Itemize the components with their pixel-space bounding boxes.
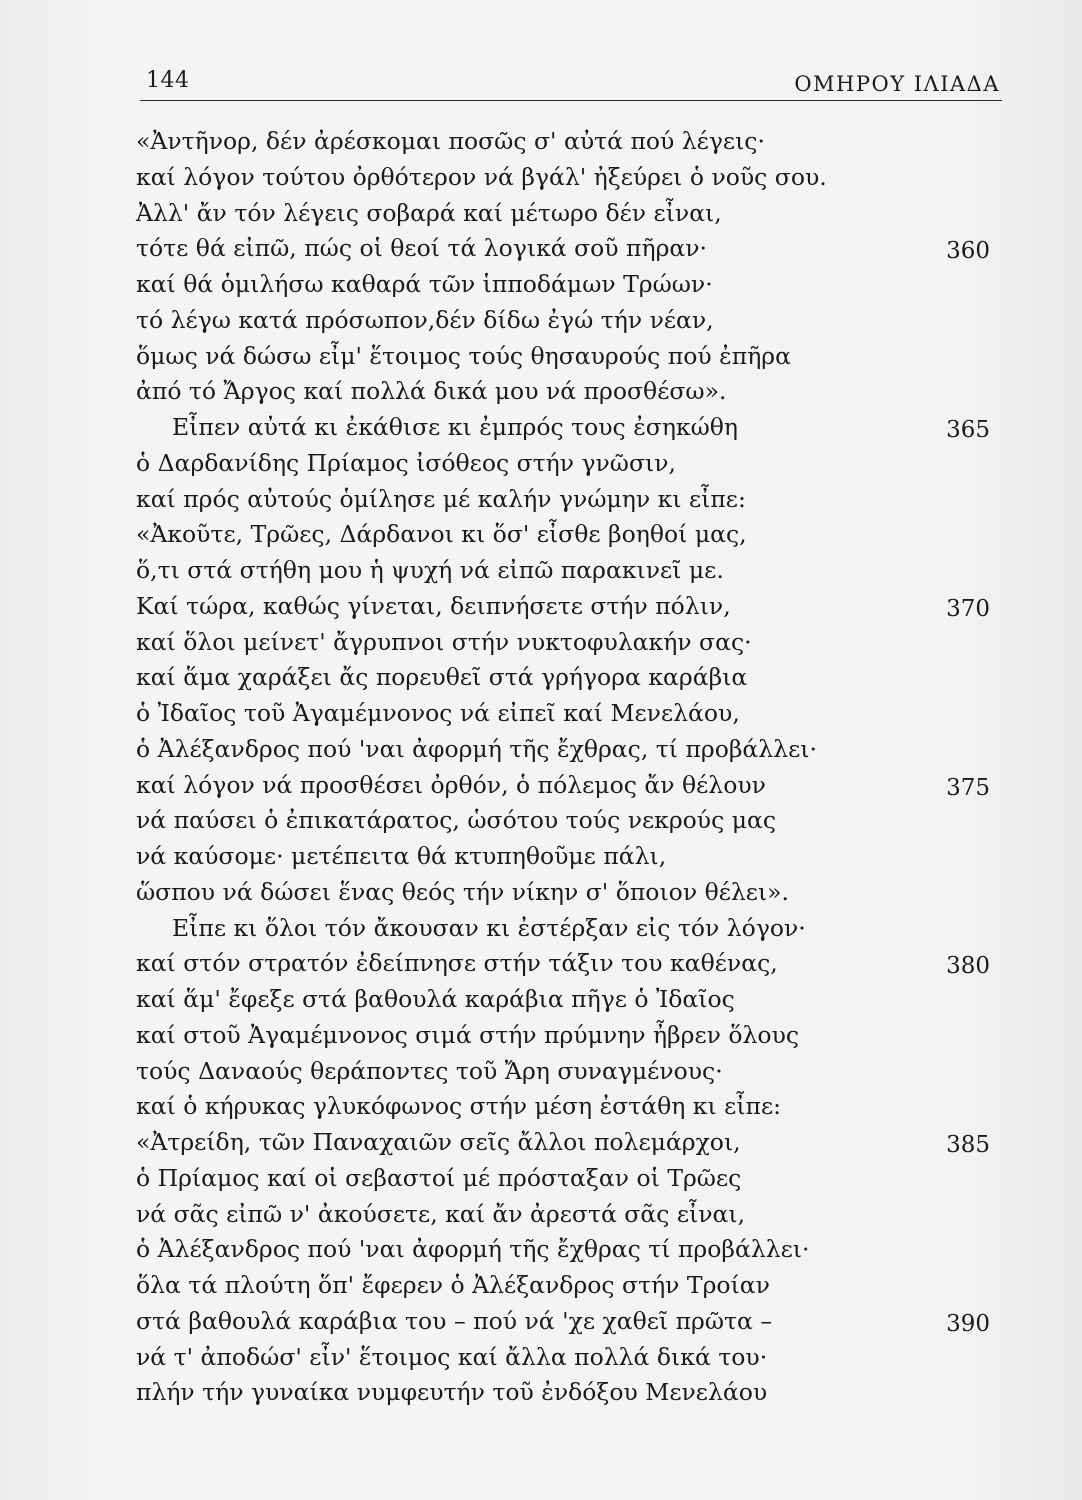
verse-line xyxy=(136,911,1004,947)
verse-line xyxy=(136,1161,1004,1197)
verse-line xyxy=(136,839,1004,875)
verse-line xyxy=(136,231,1004,267)
verse-number: 360 xyxy=(946,238,990,265)
verse-line xyxy=(136,553,1004,589)
verse-text: καί στόν στρατόν ἐδείπνησε στήν τάξιν του καθένας, xyxy=(136,949,778,978)
verse-line xyxy=(136,196,1004,232)
verse-text: ὥσπου νά δώσει ἕνας θεός τήν νίκην σ' ὅποιον θέλει». xyxy=(136,877,790,906)
verse-text: καί ἅμ' ἔφεξε στά βαθουλά καράβια πῆγε ὁ Ἰδαῖος xyxy=(136,985,735,1013)
verse-text: νά παύσει ὁ ἐπικατάρατος, ὡσότου τούς νεκρούς μας xyxy=(136,806,777,835)
verse-line xyxy=(136,732,1004,768)
header-rule xyxy=(140,100,1002,101)
verse-text: ὁ Ἀλέξανδρος πού 'ναι ἀφορμή τῆς ἔχθρας, τί προβάλλει· xyxy=(136,734,817,763)
verse-text: νά σᾶς εἰπῶ ν' ἀκούσετε, καί ἄν ἀρεστά σᾶς εἶναι, xyxy=(136,1199,746,1228)
verse-line xyxy=(136,768,1004,804)
verse-text: ὁ Δαρδανίδης Πρίαμος ἰσόθεος στήν γνῶσιν, xyxy=(136,448,676,477)
verse-text: «Ἀκοῦτε, Τρῶες, Δάρδανοι κι ὅσ' εἶσθε βοηθοί μας, xyxy=(136,520,747,549)
verse-line xyxy=(136,982,1004,1018)
verse-line xyxy=(136,124,1004,160)
verse-line xyxy=(136,446,1004,482)
verse-line xyxy=(136,1125,1004,1161)
verse-text: Καί τώρα, καθώς γίνεται, δειπνήσετε στήν πόλιν, xyxy=(136,591,731,620)
verse-number: 375 xyxy=(946,774,990,801)
verse-text: «Ἀτρείδη, τῶν Παναχαιῶν σεῖς ἄλλοι πολεμάρχοι, xyxy=(136,1128,741,1156)
verse-line xyxy=(136,1054,1004,1090)
verse-text: στά βαθουλά καράβια του – πού νά 'χε χαθεῖ πρῶτα – xyxy=(136,1306,773,1335)
verse-line xyxy=(136,946,1004,982)
verse-line xyxy=(136,660,1004,696)
verse-number: 385 xyxy=(946,1132,990,1158)
verse-text: Εἶπεν αὐτά κι ἐκάθισε κι ἐμπρός τους ἐσηκώθη xyxy=(172,413,738,441)
verse-text: καί λόγον τούτου ὀρθότερον νά βγάλ' ἠξεύρει ὁ νοῦς σου. xyxy=(136,162,827,191)
verse-text: Ἀλλ' ἄν τόν λέγεις σοβαρά καί μέτωρο δέν εἶναι, xyxy=(136,198,722,227)
verse-line xyxy=(136,1089,1004,1125)
verse-text: ὅλα τά πλούτη ὅπ' ἔφερεν ὁ Ἀλέξανδρος στήν Τροίαν xyxy=(136,1271,770,1299)
verse-line xyxy=(136,160,1004,196)
verse-number: 390 xyxy=(946,1310,990,1337)
verse-text: ἀπό τό Ἄργος καί πολλά δικά μου νά προσθέσω». xyxy=(136,377,727,406)
verse-line xyxy=(136,1268,1004,1304)
verse-text: τούς Δαναούς θεράποντες τοῦ Ἄρη συναγμένους· xyxy=(136,1056,723,1085)
verse-line xyxy=(136,267,1004,303)
verse-line xyxy=(136,374,1004,410)
running-title: ΟΜΗΡΟΥ ΙΛΙΑΔΑ xyxy=(794,72,1000,96)
verse-line xyxy=(136,1232,1004,1268)
verse-text: πλήν τήν γυναίκα νυμφευτήν τοῦ ἐνδόξου Μενελάου xyxy=(136,1378,768,1407)
verse-text: νά καύσομε· μετέπειτα θά κτυπηθοῦμε πάλι, xyxy=(136,842,667,870)
verse-text: καί θά ὁμιλήσω καθαρά τῶν ἱπποδάμων Τρώων· xyxy=(136,270,713,298)
verse-text: καί λόγον νά προσθέσει ὀρθόν, ὁ πόλεμος ἄν θέλουν xyxy=(136,770,766,799)
page-header xyxy=(140,58,1002,108)
verse-text: καί στοῦ Ἀγαμέμνονος σιμά στήν πρύμνην ἦβρεν ὅλους xyxy=(136,1020,800,1049)
verse-text: νά τ' ἀποδώσ' εἶν' ἕτοιμος καί ἄλλα πολλά δικά του· xyxy=(136,1342,768,1371)
verse-line xyxy=(136,803,1004,839)
verse-line xyxy=(136,875,1004,911)
page-number: 144 xyxy=(146,68,190,93)
verse-text: ὅμως νά δώσω εἶμ' ἕτοιμος τούς θησαυρούς πού ἐπῆρα xyxy=(136,341,791,370)
verse-line xyxy=(136,1340,1004,1376)
verse-number: 370 xyxy=(946,595,990,622)
verse-text: ὁ Ἀλέξανδρος πού 'ναι ἀφορμή τῆς ἔχθρας τί προβάλλει· xyxy=(136,1235,810,1264)
verse-text: ὅ,τι στά στήθη μου ἡ ψυχή νά εἰπῶ παρακινεῖ με. xyxy=(136,556,724,584)
verse-number: 380 xyxy=(946,953,990,980)
verse-line xyxy=(136,589,1004,625)
verse-text: καί ἅμα χαράξει ἄς πορευθεῖ στά γρήγορα καράβια xyxy=(136,663,748,692)
verse-text: ὁ Πρίαμος καί οἱ σεβαστοί μέ πρόσταξαν οἱ Τρῶες xyxy=(136,1163,742,1192)
verse-number: 365 xyxy=(946,417,990,443)
verse-text: Εἶπε κι ὅλοι τόν ἄκουσαν κι ἐστέρξαν εἰς τόν λόγον· xyxy=(172,913,806,942)
verse-line xyxy=(136,339,1004,375)
verse-line xyxy=(136,1197,1004,1233)
verse-line xyxy=(136,625,1004,661)
verse-line xyxy=(136,410,1004,446)
verse-text: τό λέγω κατά πρόσωπον,δέν δίδω ἐγώ τήν νέαν, xyxy=(136,305,714,334)
verse-text: καί πρός αὐτούς ὁμίλησε μέ καλήν γνώμην κι εἶπε: xyxy=(136,484,746,513)
verse-text: καί ὁ κήρυκας γλυκόφωνος στήν μέση ἐστάθη κι εἶπε: xyxy=(136,1092,782,1121)
verse-line xyxy=(136,1018,1004,1054)
verse-line xyxy=(136,517,1004,553)
verse-line xyxy=(136,696,1004,732)
verse-line xyxy=(136,1375,1004,1411)
verse-text: «Ἀντῆνορ, δέν ἀρέσκομαι ποσῶς σ' αὐτά πού λέγεις· xyxy=(136,127,765,155)
verse-line xyxy=(136,482,1004,518)
verse-line xyxy=(136,1304,1004,1340)
verse-text: καί ὅλοι μείνετ' ἄγρυπνοι στήν νυκτοφυλακήν σας· xyxy=(136,627,752,656)
verse-line xyxy=(136,303,1004,339)
verse-text: τότε θά εἰπῶ, πώς οἱ θεοί τά λογικά σοῦ πῆραν· xyxy=(136,234,708,263)
verse-list xyxy=(136,124,1004,1411)
verse-text: ὁ Ἰδαῖος τοῦ Ἀγαμέμνονος νά εἰπεῖ καί Μενελάου, xyxy=(136,699,740,727)
